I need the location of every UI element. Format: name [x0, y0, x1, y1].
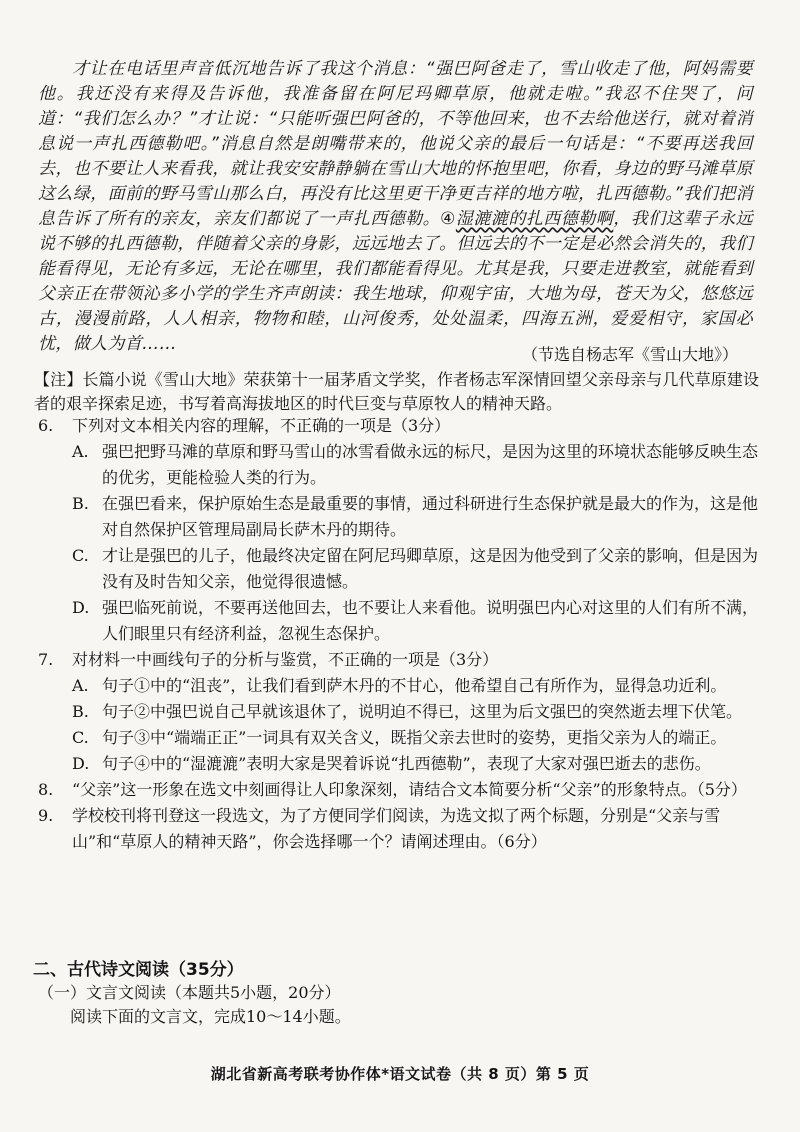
question-stem: 下列对文本相关内容的理解，不正确的一项是（3分）: [72, 416, 451, 435]
option-a: A. 强巴把野马滩的草原和野马雪山的冰雪看做永远的标尺，是因为这里的环境状态能够反映生态的优劣，更能检验人类的行为。: [72, 442, 759, 487]
option-b: B. 句子②中强巴说自己早就该退休了，说明迫不得已，这里为后文强巴的突然逝去埋下伏笔。: [72, 702, 743, 721]
page-footer: 湖北省新高考联考协作体*语文试卷（共 8 页）第 5 页: [210, 1065, 590, 1083]
question-6: [38, 413, 758, 647]
question-number: 9.: [38, 806, 54, 825]
question-stem: 对材料一中画线句子的分析与鉴赏，不正确的一项是（3分）: [72, 650, 499, 669]
option-d: D. 强巴临死前说，不要再送他回去，也不要让人来看他。说明强巴内心对这里的人们有所不满，人们眼里只有经济利益，忽视生态保护。: [72, 598, 759, 643]
question-9: [38, 803, 758, 855]
option-d: D. 句子④中的“湿漉漉”表明大家是哭着诉说“扎西德勒”，表现了大家对强巴逝去的悲伤。: [72, 754, 711, 773]
question-number: 8.: [38, 780, 54, 799]
question-7: [38, 647, 758, 777]
subsection-title: （一）文言文阅读（本题共5小题，20分）: [38, 983, 341, 1002]
questions-block: [38, 413, 758, 855]
wavy-underlined-sentence-4: 湿漉漉的扎西德勒啊: [455, 209, 614, 229]
annotation-note: 【注】长篇小说《雪山大地》荣获第十一届茅盾文学奖，作者杨志军深情回望父亲母亲与几代草原建设者的艰辛探索足迹，书写着高海拔地区的时代巨变与草原牧人的精神天路。: [34, 370, 759, 413]
reading-instruction: 阅读下面的文言文，完成10～14小题。: [70, 1007, 351, 1026]
passage-paragraph: [38, 57, 753, 357]
passage-source: （节选自杨志军《雪山大地》）: [521, 345, 738, 364]
question-number: 6.: [38, 416, 54, 435]
option-c: C. 才让是强巴的儿子，他最终决定留在阿尼玛卿草原，这是因为他受到了父亲的影响，但是因为没有及时告知父亲，他觉得很遗憾。: [72, 546, 759, 591]
passage-text-part1: 才让在电话里声音低沉地告诉了我这个消息：“强巴阿爸走了，雪山收走了他，阿妈需要他。我还没有来得及告诉他，我准备留在阿尼玛卿草原，他就走啦。”我忍不住哭了，问道：“我们怎么办？”才让说：“只能听强巴阿爸的，不等他回来，也不去给他送行，就对着消息说一声扎西德勒吧。”消息自然是朗嘴带来的，他说父亲的最后一句话是：“不要再送我回去，也不要让人来看我，就让我安安静静躺在雪山大地的怀抱里吧，你看，身边的野马滩草原这么绿，面前的野马雪山那么白，再没有比这里更干净更吉祥的地方啦，扎西德勒。”我们把消息告诉了所有的亲友，亲友们都说了一声扎西德勒。④: [38, 59, 753, 229]
question-stem: 学校校刊将刊登这一段选文，为了方便同学们阅读，为选文拟了两个标题，分别是“父亲与雪山”和“草原人的精神天路”，你会选择哪一个？请阐述理由。（6分）: [72, 806, 721, 851]
reading-passage: [38, 57, 753, 357]
section-title: 二、古代诗文阅读（35分）: [33, 960, 244, 980]
passage-text-part2: ，我们这辈子永远说不够的扎西德勒，伴随着父亲的身影，远远地去了。但远去的不一定是必然会消失的，我们能看得见，无论有多远，无论在哪里，我们都能看得见。尤其是我，只要走进教室，就能看到父亲正在带领沁多小学的学生齐声朗读：我生地球，仰观宇宙，大地为母，苍天为父，悠悠远古，漫漫前路，人人相亲，物物和睦，山河俊秀，处处温柔，四海五洲，爱爱相守，家国必忧，做人为首……: [38, 209, 753, 354]
option-a: A. 句子①中的“沮丧”，让我们看到萨木丹的不甘心，他希望自己有所作为，显得急功近利。: [72, 676, 727, 695]
question-stem: “父亲”这一形象在选文中刻画得让人印象深刻，请结合文本简要分析“父亲”的形象特点。（5分）: [72, 780, 747, 799]
option-c: C. 句子③中“端端正正”一词具有双关含义，既指父亲去世时的姿势，更指父亲为人的端正。: [72, 728, 727, 747]
option-b: B. 在强巴看来，保护原始生态是最重要的事情，通过科研进行生态保护就是最大的作为，这是他对自然保护区管理局副局长萨木丹的期待。: [72, 494, 759, 539]
question-8: [38, 777, 758, 803]
question-number: 7.: [38, 650, 54, 669]
